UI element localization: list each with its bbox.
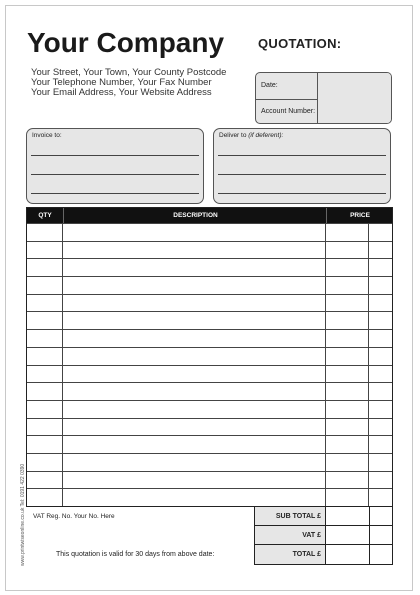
deliver-line xyxy=(218,174,386,175)
table-row[interactable] xyxy=(27,241,392,259)
invoice-line xyxy=(31,155,199,156)
table-row[interactable] xyxy=(27,329,392,347)
deliver-to-label-note: (if deferent): xyxy=(248,132,284,139)
table-row[interactable] xyxy=(27,418,392,436)
deliver-line xyxy=(218,193,386,194)
deliver-to-label xyxy=(219,132,283,139)
table-row[interactable] xyxy=(27,471,392,489)
quotation-meta-box xyxy=(255,72,392,124)
vat-row xyxy=(255,526,392,545)
document-title: QUOTATION: xyxy=(258,36,342,51)
vat-registration-number: VAT Reg. No. Your No. Here xyxy=(33,513,115,520)
price-column-header: PRICE xyxy=(326,208,393,223)
invoice-to-box[interactable] xyxy=(26,128,204,204)
table-row[interactable] xyxy=(27,223,392,241)
invoice-line xyxy=(31,174,199,175)
table-row[interactable] xyxy=(27,294,392,312)
table-row[interactable] xyxy=(27,382,392,400)
deliver-to-label-prefix: Deliver to xyxy=(219,132,249,139)
vat-field[interactable] xyxy=(326,526,370,544)
table-row[interactable] xyxy=(27,276,392,294)
table-row[interactable] xyxy=(27,258,392,276)
quotation-footer xyxy=(26,507,254,565)
description-column-header: DESCRIPTION xyxy=(63,208,327,223)
table-row[interactable] xyxy=(27,453,392,471)
vat-label: VAT £ xyxy=(255,526,326,544)
date-row xyxy=(256,73,391,100)
validity-note: This quotation is valid for 30 days from above date: xyxy=(56,551,215,558)
qty-column-header: QTY xyxy=(38,212,52,219)
address-line-phone: Your Telephone Number, Your Fax Number xyxy=(31,77,212,88)
subtotal-row xyxy=(255,507,392,526)
line-items-table xyxy=(26,207,393,507)
account-number-row xyxy=(256,99,391,124)
totals-box xyxy=(254,507,393,565)
total-field[interactable] xyxy=(326,545,370,564)
invoice-to-label: Invoice to: xyxy=(32,132,62,139)
table-row[interactable] xyxy=(27,347,392,365)
table-row[interactable] xyxy=(27,365,392,383)
table-row[interactable] xyxy=(27,435,392,453)
account-number-field[interactable] xyxy=(317,99,392,124)
deliver-line xyxy=(218,155,386,156)
subtotal-field[interactable] xyxy=(326,507,370,525)
account-number-label: Account Number: xyxy=(261,108,316,115)
total-row xyxy=(255,545,392,564)
invoice-line xyxy=(31,193,199,194)
printer-credit: www.printwiseonline.co.uk Tel: 0191 422 0390 xyxy=(20,463,26,566)
deliver-to-box[interactable] xyxy=(213,128,391,204)
company-address xyxy=(31,68,226,98)
address-line-street: Your Street, Your Town, Your County Postcode xyxy=(31,67,227,78)
address-line-email: Your Email Address, Your Website Address xyxy=(31,87,212,98)
date-field[interactable] xyxy=(317,73,392,99)
table-row[interactable] xyxy=(27,311,392,329)
subtotal-label: SUB TOTAL £ xyxy=(255,507,326,525)
date-label: Date: xyxy=(261,82,278,89)
table-header xyxy=(27,208,392,223)
total-label: TOTAL £ xyxy=(255,545,326,564)
table-row[interactable] xyxy=(27,488,392,506)
table-row[interactable] xyxy=(27,400,392,418)
company-name: Your Company xyxy=(27,27,225,58)
